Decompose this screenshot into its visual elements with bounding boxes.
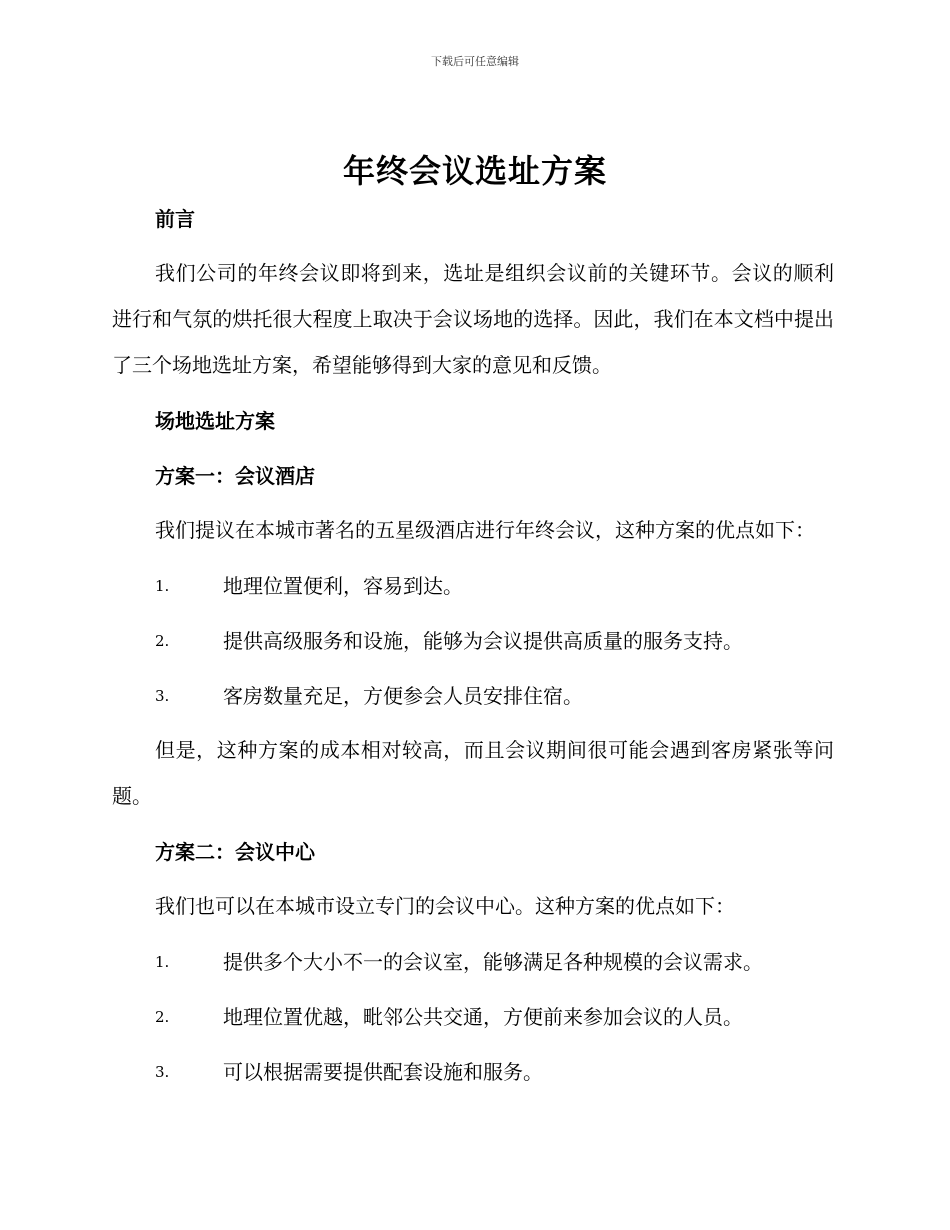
section-heading: 场地选址方案 [155,409,275,433]
list-text: 客房数量充足，方便参会人员安排住宿。 [223,684,583,708]
list-item [112,935,834,990]
list-text: 可以根据需要提供配套设施和服务。 [223,1060,543,1084]
list-item [112,1045,834,1100]
list-text: 地理位置便利，容易到达。 [223,574,463,598]
list-item [112,669,834,724]
option1-drawback: 但是，这种方案的成本相对较高，而且会议期间很可能会遇到客房紧张等问题。 [112,738,834,808]
list-item [112,614,834,669]
option2-heading: 方案二：会议中心 [155,840,315,864]
list-item [112,990,834,1045]
list-number: 2. [155,1008,170,1026]
option2-paragraph: 我们也可以在本城市设立专门的会议中心。这种方案的优点如下： [155,894,735,918]
document-body [112,192,834,1100]
option1-paragraph: 我们提议在本城市著名的五星级酒店进行年终会议，这种方案的优点如下： [155,518,815,542]
intro-heading: 前言 [155,207,195,231]
header-note: 下载后可任意编辑 [431,55,519,68]
list-item [112,559,834,614]
list-number: 2. [155,632,170,650]
list-number: 3. [155,687,170,705]
list-text: 提供多个大小不一的会议室，能够满足各种规模的会议需求。 [223,950,763,974]
list-number: 1. [155,577,170,595]
list-number: 1. [155,953,170,971]
intro-paragraph: 我们公司的年终会议即将到来，选址是组织会议前的关键环节。会议的顺利进行和气氛的烘托很大程度上取决于会议场地的选择。因此，我们在本文档中提出了三个场地选址方案，希望能够得到大家的意见和反馈。 [112,261,834,377]
list-text: 提供高级服务和设施，能够为会议提供高质量的服务支持。 [223,629,743,653]
list-text: 地理位置优越，毗邻公共交通，方便前来参加会议的人员。 [223,1005,743,1029]
list-number: 3. [155,1063,170,1081]
option1-heading: 方案一：会议酒店 [155,464,315,488]
document-title: 年终会议选址方案 [342,152,607,190]
